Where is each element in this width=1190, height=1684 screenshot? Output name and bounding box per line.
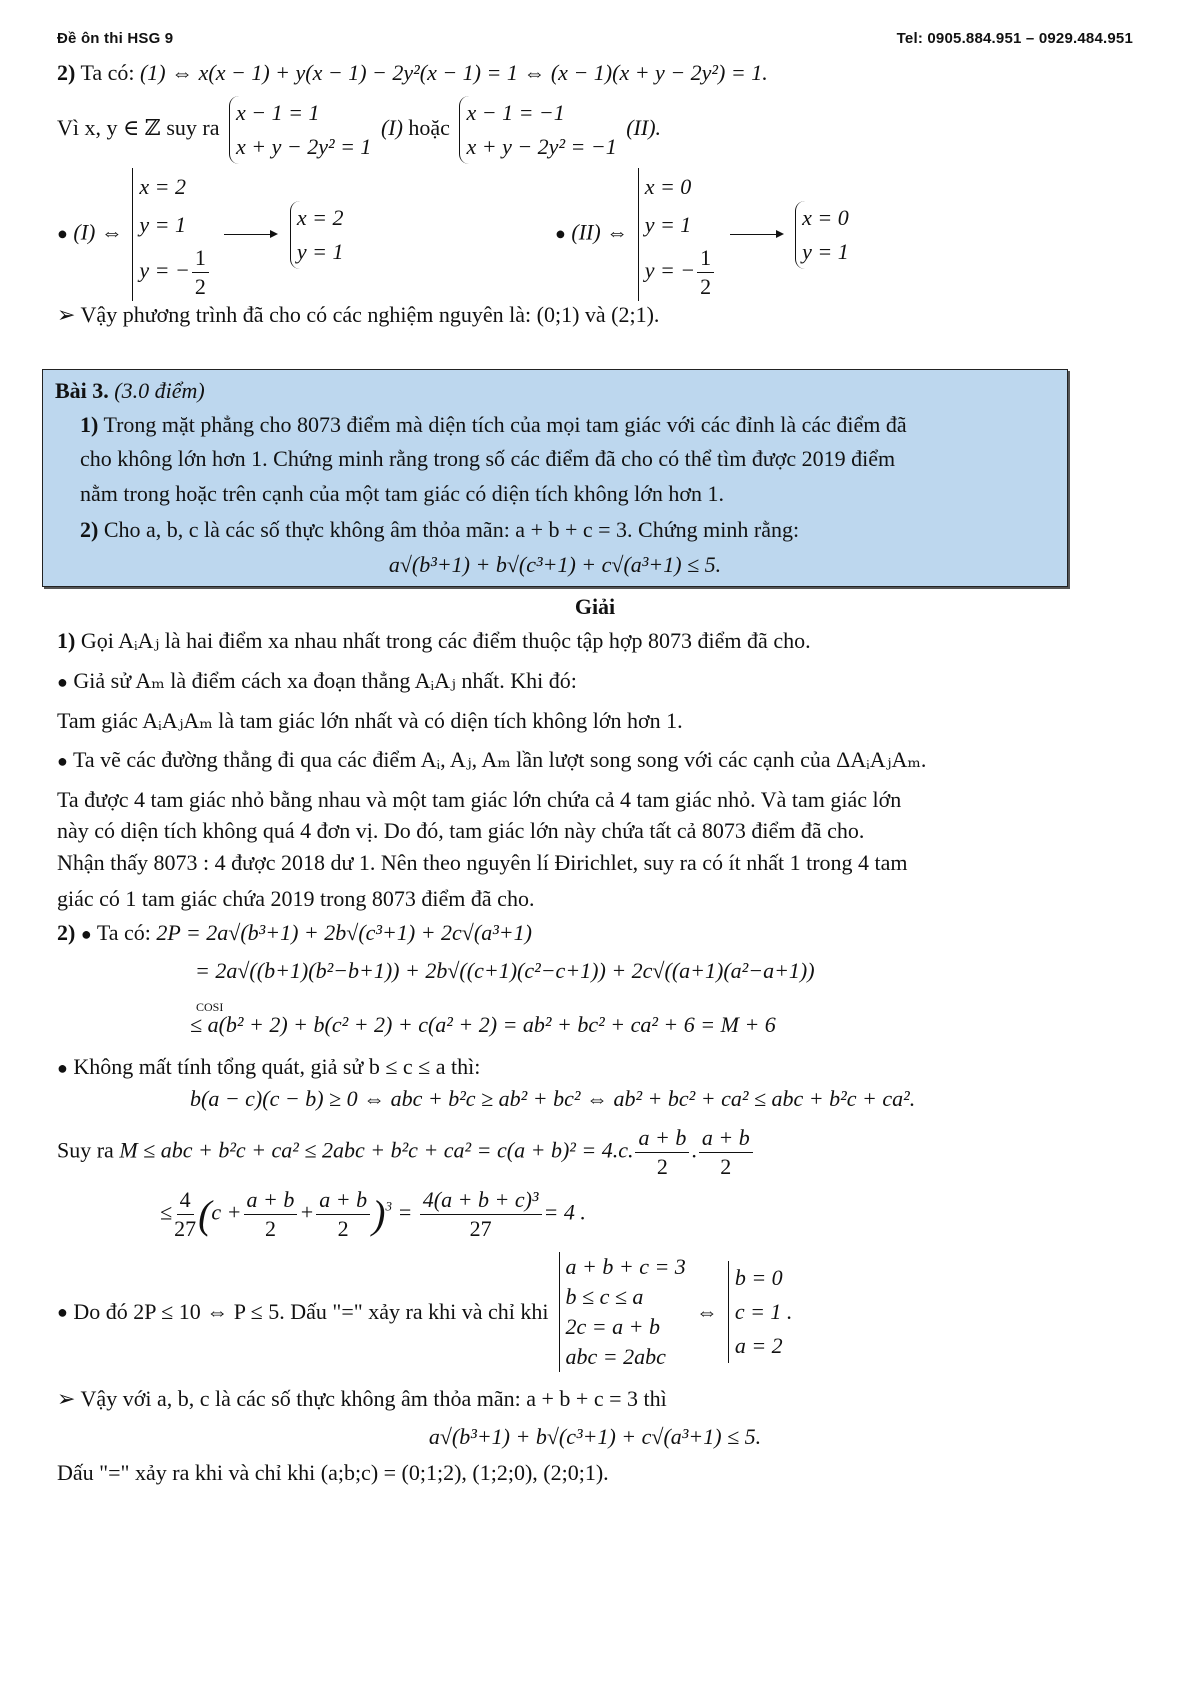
final-inequality: a√(b³+1) + b√(c³+1) + c√(a³+1) ≤ 5. xyxy=(428,1424,762,1449)
arrowhead-bullet-icon: ➢ xyxy=(57,302,76,327)
case-I-line2: y = 1 xyxy=(139,212,186,237)
case-II-result-x: x = 0 xyxy=(802,204,849,230)
fraction xyxy=(697,244,714,301)
bullet-icon: ● xyxy=(57,751,68,771)
system-I-eq1: x − 1 = 1 xyxy=(236,100,320,125)
bullet-icon: ● xyxy=(57,1301,68,1322)
fraction-den: 2 xyxy=(194,274,206,299)
case-I-result xyxy=(290,201,344,269)
system-II-label: (II). xyxy=(626,115,662,141)
fraction-num: 1 xyxy=(697,244,714,273)
integer-condition-line xyxy=(57,96,661,164)
fraction-num: 1 xyxy=(192,244,209,273)
case-II-line2: y = 1 xyxy=(644,212,692,237)
system-I-label: (I) xyxy=(380,115,403,141)
fraction-den: 2 xyxy=(720,1154,732,1179)
condition-4: abc = 2abc xyxy=(565,1344,666,1369)
or-text: hoặc xyxy=(408,115,450,141)
case-I-result-y: y = 1 xyxy=(296,238,344,264)
fraction xyxy=(192,244,209,301)
header-phone: Tel: 0905.884.951 – 0929.484.951 xyxy=(896,30,1133,47)
result-a: a = 2 xyxy=(734,1333,783,1358)
fraction-num: a + b xyxy=(635,1124,689,1153)
case-I-system xyxy=(132,168,210,301)
header-title: Đề ôn thi HSG 9 xyxy=(57,30,174,47)
case-II-line1: x = 0 xyxy=(644,174,692,199)
sol2-equality-line xyxy=(57,1252,796,1372)
case-II-line3 xyxy=(645,244,716,301)
sol2-cosi-label: COSI xyxy=(196,1000,224,1014)
condition-1: a + b + c = 3 xyxy=(565,1254,686,1279)
case-I-label: (I) ⇔ xyxy=(73,219,123,245)
problem-title: Bài 3. xyxy=(55,378,109,403)
bullet-icon: ● xyxy=(57,672,68,692)
sol2-eq5: M ≤ abc + b²c + ca² ≤ 2abc + b²c + ca² = c(a + b)² = 4.c. xyxy=(119,1137,634,1163)
fraction-num: a + b xyxy=(244,1186,298,1215)
fraction-den: 2 xyxy=(656,1154,668,1179)
sol2-eq2: = 2a√((b+1)(b²−b+1)) + 2b√((c+1)(c²−c+1)) + 2c√((a+1)(a²−a+1)) xyxy=(195,958,815,983)
arrow-right-icon xyxy=(224,234,276,235)
final-conclusion-line1 xyxy=(57,1386,667,1412)
sol1-line6: này có diện tích không quá 4 đơn vị. Do đó, tam giác lớn này chứa tất cả 8073 điểm đã cho. xyxy=(57,818,865,843)
sol2-eq4: b(a − c)(c − b) ≥ 0 ⇔ abc + b²c ≥ ab² + bc² ⇔ ab² + bc² + ca² ≤ abc + b²c + ca². xyxy=(190,1086,916,1111)
sol2-line1 xyxy=(57,920,532,946)
sol2-suyra: Suy ra xyxy=(57,1137,114,1163)
sol1-line1 xyxy=(57,628,811,654)
equiv-sign: ⇔ xyxy=(695,1299,718,1324)
problem-part1-line2: cho không lớn hơn 1. Chứng minh rằng trong số các điểm đã cho có thể tìm được 2019 điểm xyxy=(80,446,896,471)
sol2-intro: Ta có: xyxy=(96,920,151,945)
problem-part2-line1 xyxy=(80,517,799,543)
fraction-num: 4(a + b + c)³ xyxy=(420,1186,542,1215)
result-b: b = 0 xyxy=(734,1265,783,1290)
system-II xyxy=(459,96,616,164)
problem-part1-line3: nằm trong hoặc trên cạnh của một tam giác có diện tích không lớn hơn 1. xyxy=(80,481,724,506)
sol2-eq1: 2P = 2a√(b³+1) + 2b√(c³+1) + 2c√(a³+1) xyxy=(156,920,532,945)
system-II-eq2: x + y − 2y² = −1 xyxy=(466,134,617,159)
fraction-den: 2 xyxy=(337,1216,349,1241)
arrowhead-bullet-icon: ➢ xyxy=(57,1386,76,1411)
case-I-line3-text: y = − xyxy=(139,257,190,283)
solution-title: Giải xyxy=(574,594,616,619)
fraction xyxy=(420,1186,542,1243)
bullet-icon: ● xyxy=(57,1058,68,1078)
fraction xyxy=(174,1186,196,1243)
prev-part2-equation: (1) ⇔ x(x − 1) + y(x − 1) − 2y²(x − 1) = 1 ⇔ (x − 1)(x + y − 2y²) = 1. xyxy=(139,60,768,85)
sol1-text1: Gọi AᵢAⱼ là hai điểm xa nhau nhất trong các điểm thuộc tập hợp 8073 điểm đã cho. xyxy=(80,628,811,653)
sol1-text2: Giả sử Aₘ là điểm cách xa đoạn thẳng AᵢAⱼ nhất. Khi đó: xyxy=(73,668,577,693)
problem-part2-text: Cho a, b, c là các số thực không âm thỏa mãn: a + b + c = 3. Chứng minh rằng: xyxy=(103,517,800,542)
fraction xyxy=(316,1186,370,1243)
sol2-wlog-line xyxy=(57,1054,480,1080)
fraction-den: 2 xyxy=(264,1216,276,1241)
fraction-num: 4 xyxy=(177,1186,194,1215)
case-I-line1: x = 2 xyxy=(139,174,186,199)
case-II-line3-text: y = − xyxy=(644,257,696,283)
system-I xyxy=(229,96,371,164)
condition-3: 2c = a + b xyxy=(565,1314,660,1339)
system-II-eq1: x − 1 = −1 xyxy=(466,100,565,125)
sol2-eq6-mid: c + xyxy=(211,1199,242,1225)
fraction xyxy=(699,1124,753,1181)
prev-conclusion-text: Vậy phương trình đã cho có các nghiệm nguyên là: (0;1) và (2;1). xyxy=(80,302,660,327)
fraction-den: 27 xyxy=(174,1216,197,1241)
problem-part1-text1: Trong mặt phẳng cho 8073 điểm mà diện tích của mọi tam giác với các đỉnh là các điểm đã xyxy=(103,412,907,437)
sol1-line5: Ta được 4 tam giác nhỏ bằng nhau và một tam giác lớn chứa cả 4 tam giác nhỏ. Và tam giác lớn xyxy=(57,787,902,812)
leq-sign: ≤ xyxy=(160,1199,173,1225)
fraction xyxy=(635,1124,689,1181)
sol1-text4: Ta vẽ các đường thẳng đi qua các điểm Aᵢ, Aⱼ, Aₘ lần lượt song song với các cạnh của ΔAᵢAⱼAₘ. xyxy=(72,747,927,772)
sol2-eq6: ≤ $\frac{4}{27}$ (c + $\frac{a + b}{2}$ + $\frac{a + b}{2}$ )$^3$ = $\frac{\text{4(a + b + c)³}}{27}$ = 4 . xyxy=(160,1187,586,1241)
sol1-line4 xyxy=(57,747,926,773)
sol2-eq6-end: = 4 . xyxy=(543,1199,586,1225)
final-equality-cases: Dấu "=" xảy ra khi và chỉ khi (a;b;c) = (0;1;2), (1;2;0), (2;0;1). xyxy=(57,1460,609,1485)
fraction xyxy=(244,1186,298,1243)
equality-result xyxy=(728,1261,793,1363)
fraction-num: a + b xyxy=(316,1186,370,1215)
problem-part1-line1 xyxy=(80,412,907,438)
case-II-result-y: y = 1 xyxy=(802,238,849,264)
case-II-label: (II) ⇔ xyxy=(571,219,629,245)
problem-points: (3.0 điểm) xyxy=(114,378,205,403)
sol2-label: 2) xyxy=(57,920,76,945)
bullet-icon: ● xyxy=(555,223,566,244)
exponent: 3 xyxy=(385,1198,392,1214)
sol2-eq3: ≤ a(b² + 2) + b(c² + 2) + c(a² + 2) = ab² + bc² + ca² + 6 = M + 6 xyxy=(190,1012,776,1037)
paren-close: ) xyxy=(372,1192,386,1237)
prev-part2-line xyxy=(57,60,768,86)
problem-inequality: a√(b³+1) + b√(c³+1) + c√(a³+1) ≤ 5. xyxy=(388,552,722,577)
problem-part2-label: 2) xyxy=(80,517,99,542)
prev-part2-intro: Ta có: xyxy=(80,60,135,85)
problem-title-line xyxy=(55,378,205,404)
sol2-do-text: Do đó 2P ≤ 10 ⇔ P ≤ 5. Dấu "=" xảy ra khi và chỉ khi xyxy=(73,1299,549,1324)
prev-conclusion xyxy=(57,302,659,328)
case-II-block xyxy=(555,168,853,301)
fraction-num: a + b xyxy=(699,1124,753,1153)
system-I-eq2: x + y − 2y² = 1 xyxy=(236,134,372,159)
sol1-line7: Nhận thấy 8073 : 4 được 2018 dư 1. Nên theo nguyên lí Đirichlet, suy ra có ít nhất 1 trong 4 tam xyxy=(57,850,908,875)
problem-box xyxy=(42,369,1068,587)
sol1-line3: Tam giác AᵢAⱼAₘ là tam giác lớn nhất và có diện tích không lớn hơn 1. xyxy=(57,708,683,733)
equality-conditions xyxy=(559,1252,686,1372)
sol2-wlog: Không mất tính tổng quát, giả sử b ≤ c ≤ a thì: xyxy=(73,1054,481,1079)
since-text: Vì x, y ∈ ℤ suy ra xyxy=(57,115,220,141)
condition-2: b ≤ c ≤ a xyxy=(565,1284,644,1309)
case-II-system xyxy=(638,168,716,301)
bullet-icon: ● xyxy=(80,924,92,944)
prev-part2-label: 2) xyxy=(57,60,76,85)
sol1-line2 xyxy=(57,668,577,694)
result-c: c = 1 . xyxy=(734,1299,793,1324)
case-II-result xyxy=(795,201,849,269)
case-I-block xyxy=(57,168,347,301)
final-conclusion-text: Vậy với a, b, c là các số thực không âm thỏa mãn: a + b + c = 3 thì xyxy=(80,1386,667,1411)
case-I-result-x: x = 2 xyxy=(296,204,344,230)
fraction-den: 2 xyxy=(700,274,712,299)
arrow-right-icon xyxy=(730,234,782,235)
bullet-icon: ● xyxy=(57,223,68,244)
sol2-eq5-line: Suy ra M ≤ abc + b²c + ca² ≤ 2abc + b²c + ca² = c(a + b)² = 4.c. $\frac{a + b}{2}$ . $\frac{a + b}{2}$ xyxy=(57,1124,755,1181)
case-I-line3 xyxy=(139,244,210,301)
sol1-label: 1) xyxy=(57,628,76,653)
fraction-den: 27 xyxy=(469,1216,492,1241)
sol1-line8: giác có 1 tam giác chứa 2019 trong 8073 điểm đã cho. xyxy=(57,886,535,911)
problem-part1-label: 1) xyxy=(80,412,99,437)
paren-open: ( xyxy=(198,1192,212,1237)
